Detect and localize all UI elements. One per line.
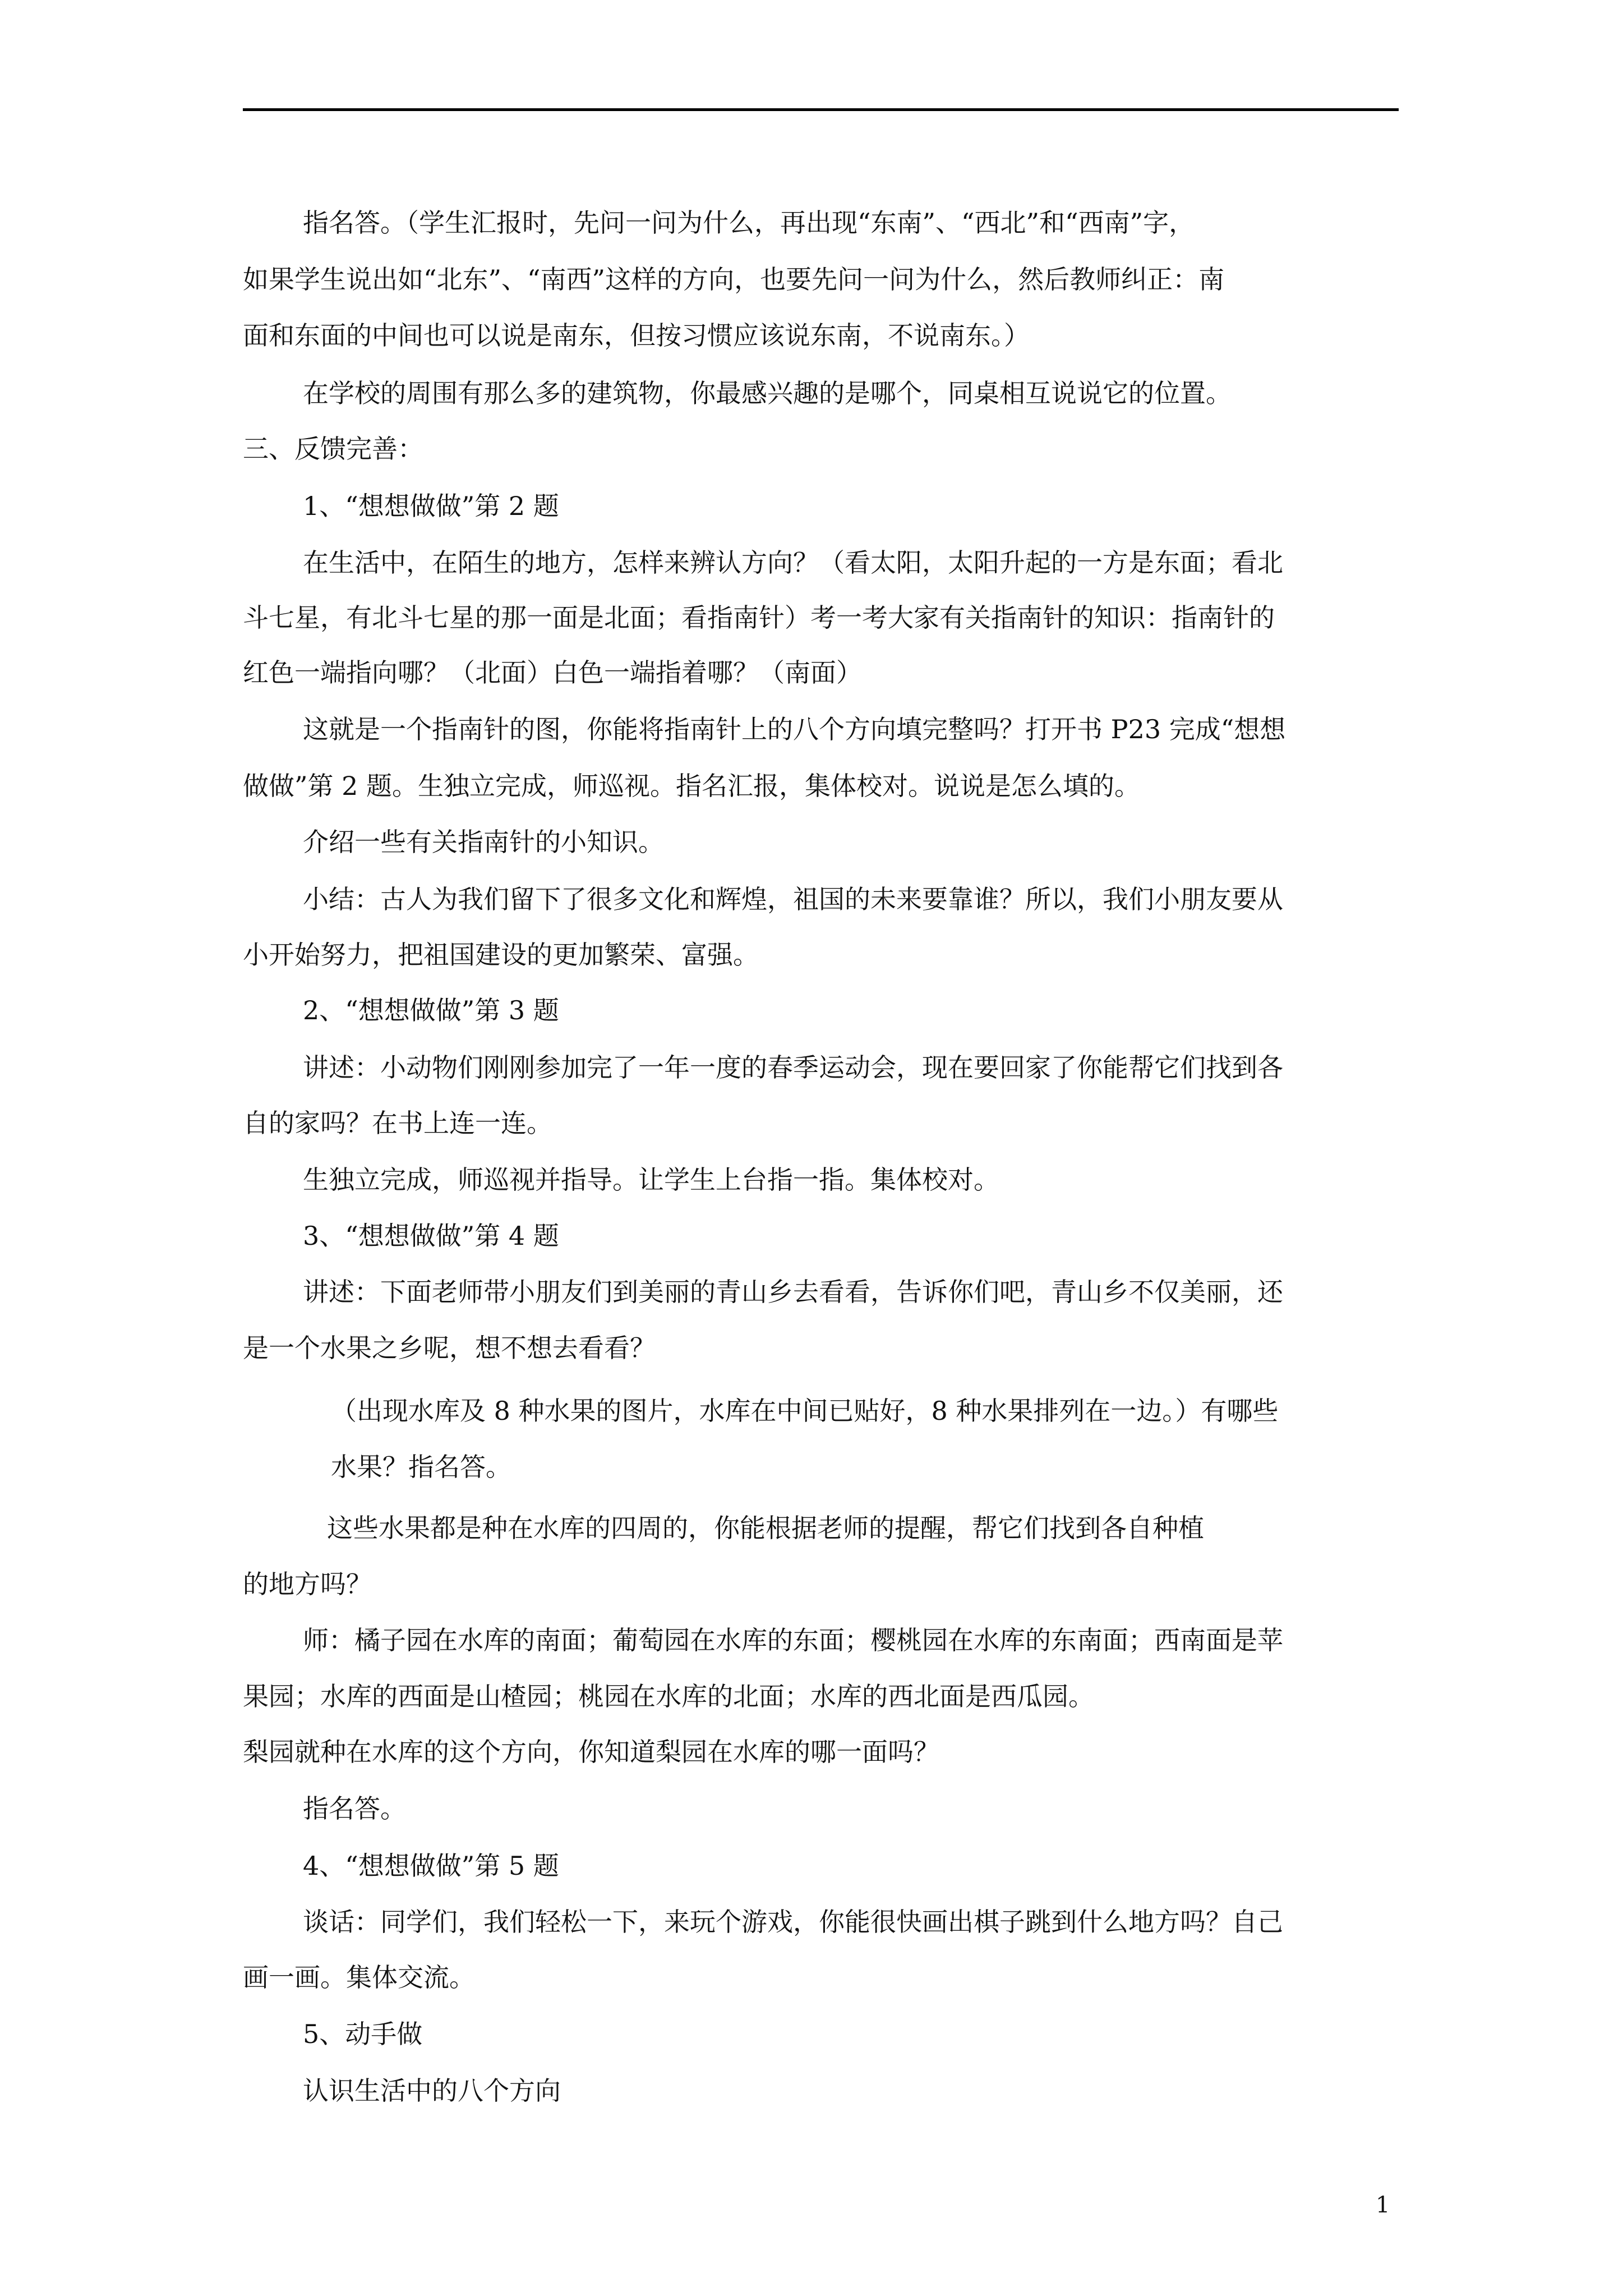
paragraph-line: 指名答。（学生汇报时，先问一问为什么，再出现“东南”、“西北”和“西南”字， <box>303 208 1195 238</box>
paragraph-line: 小结：古人为我们留下了很多文化和辉煌，祖国的未来要靠谁？所以，我们小朋友要从 <box>303 884 1283 914</box>
paragraph-line: 如果学生说出如“北东”、“南西”这样的方向，也要先问一问为什么，然后教师纠正：南 <box>243 264 1225 295</box>
paragraph-line: 这些水果都是种在水库的四周的，你能根据老师的提醒，帮它们找到各自种植 <box>327 1513 1204 1543</box>
subsection-heading: 1、“想想做做”第 2 题 <box>303 491 559 521</box>
paragraph-line: （出现水库及 8 种水果的图片，水库在中间已贴好，8 种水果排列在一边。）有哪些 <box>331 1396 1279 1426</box>
paragraph-line: 在生活中，在陌生的地方，怎样来辨认方向？（看太阳，太阳升起的一方是东面；看北 <box>303 547 1283 578</box>
paragraph-line: 做做”第 2 题。生独立完成，师巡视。指名汇报，集体校对。说说是怎么填的。 <box>243 771 1141 801</box>
subsection-heading: 2、“想想做做”第 3 题 <box>303 995 559 1025</box>
paragraph-line: 生独立完成，师巡视并指导。让学生上台指一指。集体校对。 <box>303 1165 999 1195</box>
paragraph-line: 讲述：下面老师带小朋友们到美丽的青山乡去看看，告诉你们吧，青山乡不仅美丽，还 <box>303 1277 1283 1307</box>
paragraph-line: 在学校的周围有那么多的建筑物，你最感兴趣的是哪个，同桌相互说说它的位置。 <box>303 378 1232 408</box>
subsection-heading: 3、“想想做做”第 4 题 <box>303 1221 559 1251</box>
paragraph-line: 指名答。 <box>303 1793 406 1824</box>
paragraph-line: 画一画。集体交流。 <box>243 1962 475 1993</box>
paragraph-line: 面和东面的中间也可以说是南东，但按习惯应该说东南，不说南东。） <box>243 320 1030 351</box>
paragraph-line: 梨园就种在水库的这个方向，你知道梨园在水库的哪一面吗？ <box>243 1737 939 1767</box>
paragraph-line: 斗七星，有北斗七星的那一面是北面；看指南针）考一考大家有关指南针的知识：指南针的 <box>243 602 1275 633</box>
paragraph-line: 讲述：小动物们刚刚参加完了一年一度的春季运动会，现在要回家了你能帮它们找到各 <box>303 1052 1283 1083</box>
paragraph-line: 果园；水库的西面是山楂园；桃园在水库的北面；水库的西北面是西瓜园。 <box>243 1681 1094 1711</box>
paragraph-line: 水果？指名答。 <box>331 1452 511 1482</box>
subsection-heading: 5、动手做 <box>303 2019 423 2049</box>
paragraph-line: 介绍一些有关指南针的小知识。 <box>303 827 664 857</box>
paragraph-line: 谈话：同学们，我们轻松一下，来玩个游戏，你能很快画出棋子跳到什么地方吗？自己 <box>303 1907 1283 1937</box>
paragraph-line: 是一个水果之乡呢，想不想去看看？ <box>243 1333 656 1363</box>
section-heading: 三、反馈完善： <box>243 434 423 464</box>
paragraph-line: 师：橘子园在水库的南面；葡萄园在水库的东面；樱桃园在水库的东南面；西南面是苹 <box>303 1625 1283 1655</box>
paragraph-line: 红色一端指向哪？（北面）白色一端指着哪？（南面） <box>243 657 862 688</box>
header-rule <box>243 108 1399 111</box>
paragraph-line: 小开始努力，把祖国建设的更加繁荣、富强。 <box>243 940 759 970</box>
paragraph-line: 的地方吗？ <box>243 1569 372 1599</box>
page-number: 1 <box>1376 2192 1390 2218</box>
paragraph-line: 自的家吗？在书上连一连。 <box>243 1108 552 1138</box>
subsection-heading: 4、“想想做做”第 5 题 <box>303 1851 559 1881</box>
paragraph-line: 认识生活中的八个方向 <box>303 2076 561 2106</box>
paragraph-line: 这就是一个指南针的图，你能将指南针上的八个方向填完整吗？打开书 P23 完成“想想 <box>303 714 1286 744</box>
